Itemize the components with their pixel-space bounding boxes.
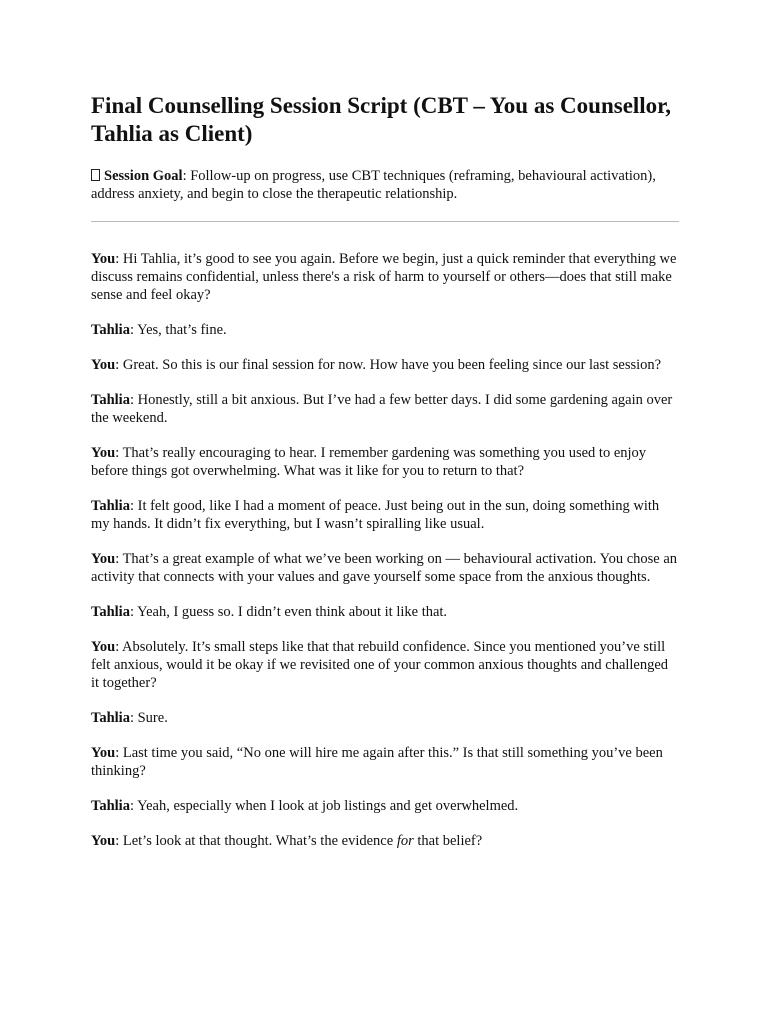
session-goal [91,167,679,203]
dialogue-turn [91,321,679,339]
dialogue-turn [91,550,679,586]
session-goal-text: : Follow-up on progress, use CBT techniques (reframing, behavioural activation), address anxiety, and begin to close the therapeutic relationship. [91,168,656,202]
speaker-name: Tahlia [91,798,130,814]
emphasis-text: for [396,833,414,849]
dialogue-turn [91,709,679,727]
dialogue-turn [91,797,679,815]
speaker-name: Tahlia [91,322,130,338]
speaker-name: Tahlia [91,710,130,726]
speaker-name: Tahlia [91,392,130,408]
horizontal-divider [91,221,679,222]
dialogue-text: : Great. So this is our final session for now. How have you been feeling since our last session? [115,357,662,373]
dialogue-text: : Let’s look at that thought. What’s the evidence [115,833,397,849]
speaker-name: You [91,745,116,761]
speaker-name: You [91,833,116,849]
dialogue-turn [91,638,679,692]
session-goal-label: Session Goal [104,168,183,184]
dialogue-text: : Yeah, especially when I look at job listings and get overwhelmed. [129,798,519,814]
dialogue-text-end: that belief? [413,833,483,849]
dialogue-text: : It felt good, like I had a moment of peace. Just being out in the sun, doing something with my hands. It didn’t fix everything, but I wasn’t spiralling like usual. [91,498,660,532]
dialogue-text: : Yeah, I guess so. I didn’t even think about it like that. [129,604,448,620]
dialogue-text: : Last time you said, “No one will hire me again after this.” Is that still something you’ve been thinking? [91,745,663,779]
dialogue-turn [91,356,679,374]
document-icon [91,169,100,181]
dialogue-turn [91,744,679,780]
dialogue-text: : Honestly, still a bit anxious. But I’ve had a few better days. I did some gardening again over the weekend. [91,392,673,426]
dialogue-turn [91,603,679,621]
dialogue-text: : Hi Tahlia, it’s good to see you again. Before we begin, just a quick reminder that everything we discuss remains confidential, unless there's a risk of harm to yourself or others—does that still make sense and feel okay? [91,251,677,303]
dialogue-turn [91,391,679,427]
speaker-name: You [91,251,116,267]
speaker-name: Tahlia [91,498,130,514]
dialogue-text: : Absolutely. It’s small steps like that that rebuild confidence. Since you mentioned you’ve still felt anxious, would it be okay if we revisited one of your common anxious thoughts and challenged it together? [91,639,669,691]
speaker-name: You [91,639,116,655]
speaker-name: You [91,357,116,373]
dialogue-text: : Yes, that’s fine. [129,322,227,338]
dialogue-text: : That’s really encouraging to hear. I remember gardening was something you used to enjoy before things got overwhelming. What was it like for you to return to that? [91,445,647,479]
speaker-name: You [91,551,116,567]
dialogue-text: : Sure. [129,710,168,726]
document-title: Final Counselling Session Script (CBT – You as Counsellor, Tahlia as Client) [91,93,672,146]
dialogue-turn [91,497,679,533]
dialogue-turn [91,250,679,304]
dialogue-turn [91,832,679,850]
dialogue-text: : That’s a great example of what we’ve been working on — behavioural activation. You chose an activity that connects with your values and gave yourself some space from the anxious thoughts. [91,551,678,585]
document-page [91,92,679,867]
speaker-name: Tahlia [91,604,130,620]
dialogue-turn [91,444,679,480]
speaker-name: You [91,445,116,461]
